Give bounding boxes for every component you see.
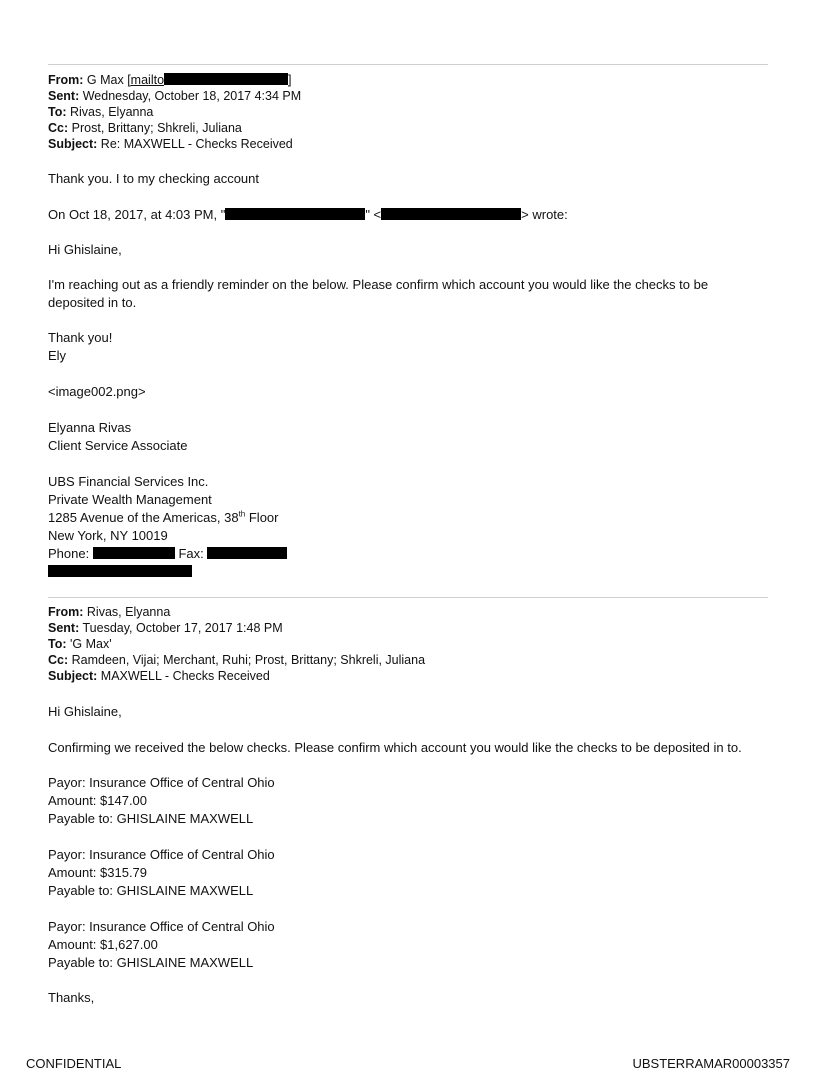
subject-value: Re: MAXWELL - Checks Received [100, 137, 293, 151]
subject-label: Subject: [48, 669, 98, 683]
check-3-payor: Payor: Insurance Office of Central Ohio [48, 919, 275, 934]
footer-bates-number: UBSTERRAMAR00003357 [632, 1056, 790, 1071]
footer-confidential: CONFIDENTIAL [26, 1056, 122, 1071]
sent-label: Sent: [48, 89, 80, 103]
from-label: From: [48, 73, 84, 87]
check-3-payable: Payable to: GHISLAINE MAXWELL [48, 955, 254, 970]
check-2-payor: Payor: Insurance Office of Central Ohio [48, 847, 275, 862]
reminder-line-2: deposited in to. [48, 295, 137, 310]
subject-label: Subject: [48, 137, 98, 151]
redacted-signature-email [48, 565, 192, 577]
email2-to-line [48, 636, 112, 652]
signature-name: Elyanna Rivas [48, 420, 132, 435]
quote-greeting: Hi Ghislaine, [48, 242, 122, 257]
mailto-link[interactable]: [mailto ] [127, 73, 292, 87]
thanks-line: Thank you! [48, 330, 113, 345]
signature-address: 1285 Avenue of the Americas, 38th Floor [48, 509, 279, 525]
redacted-fax [207, 547, 287, 559]
check-1-amount: Amount: $147.00 [48, 793, 148, 808]
header-rule-email2 [48, 597, 768, 598]
sent-label: Sent: [48, 621, 80, 635]
signature-division: Private Wealth Management [48, 492, 212, 507]
from-name: G Max [86, 73, 124, 87]
to-label: To: [48, 637, 67, 651]
subject-value: MAXWELL - Checks Received [100, 669, 270, 683]
email2-cc-line [48, 652, 425, 668]
signature-email-line [48, 563, 192, 581]
email1-to-line [48, 104, 153, 120]
check-1-payor: Payor: Insurance Office of Central Ohio [48, 775, 275, 790]
email1-from-line [48, 72, 292, 88]
sign-short: Ely [48, 348, 67, 363]
email1-subject-line [48, 136, 293, 152]
image-placeholder: <image002.png> [48, 384, 146, 399]
email1-cc-line [48, 120, 242, 136]
redacted-sender-name [225, 208, 365, 220]
email2-confirm: Confirming we received the below checks. Please confirm which account you would like the checks to be deposited in to. [48, 740, 742, 755]
email2-subject-line [48, 668, 270, 684]
cc-label: Cc: [48, 653, 69, 667]
email1-body: Thank you. I to my checking account [48, 171, 259, 186]
from-value: Rivas, Elyanna [86, 605, 171, 619]
to-value: Rivas, Elyanna [70, 105, 154, 119]
to-label: To: [48, 105, 67, 119]
email2-greeting: Hi Ghislaine, [48, 704, 122, 719]
check-1-payable: Payable to: GHISLAINE MAXWELL [48, 811, 254, 826]
email1-sent-line [48, 88, 301, 104]
header-rule-top [48, 64, 768, 65]
check-2-amount: Amount: $315.79 [48, 865, 148, 880]
signature-phone-fax [48, 545, 287, 563]
signature-title: Client Service Associate [48, 438, 188, 453]
redacted-email [164, 73, 288, 85]
signature-city: New York, NY 10019 [48, 528, 168, 543]
fax-label: Fax: [178, 546, 204, 561]
quote-intro: On Oct 18, 2017, at 4:03 PM, " " < > wrote: [48, 207, 568, 222]
phone-label: Phone: [48, 546, 90, 561]
redacted-phone [93, 547, 175, 559]
from-label: From: [48, 605, 84, 619]
redacted-sender-email [381, 208, 521, 220]
check-2-payable: Payable to: GHISLAINE MAXWELL [48, 883, 254, 898]
cc-label: Cc: [48, 121, 69, 135]
email2-closing: Thanks, [48, 990, 95, 1005]
sent-value: Wednesday, October 18, 2017 4:34 PM [82, 89, 302, 103]
signature-company: UBS Financial Services Inc. [48, 474, 209, 489]
cc-value: Ramdeen, Vijai; Merchant, Ruhi; Prost, Brittany; Shkreli, Juliana [71, 653, 426, 667]
cc-value: Prost, Brittany; Shkreli, Juliana [71, 121, 242, 135]
check-3-amount: Amount: $1,627.00 [48, 937, 158, 952]
to-value: 'G Max' [70, 637, 112, 651]
email2-sent-line [48, 620, 283, 636]
reminder-line-1: I'm reaching out as a friendly reminder on the below. Please confirm which account you would like the checks to be [48, 277, 709, 292]
email2-from-line [48, 604, 170, 620]
sent-value: Tuesday, October 17, 2017 1:48 PM [82, 621, 283, 635]
